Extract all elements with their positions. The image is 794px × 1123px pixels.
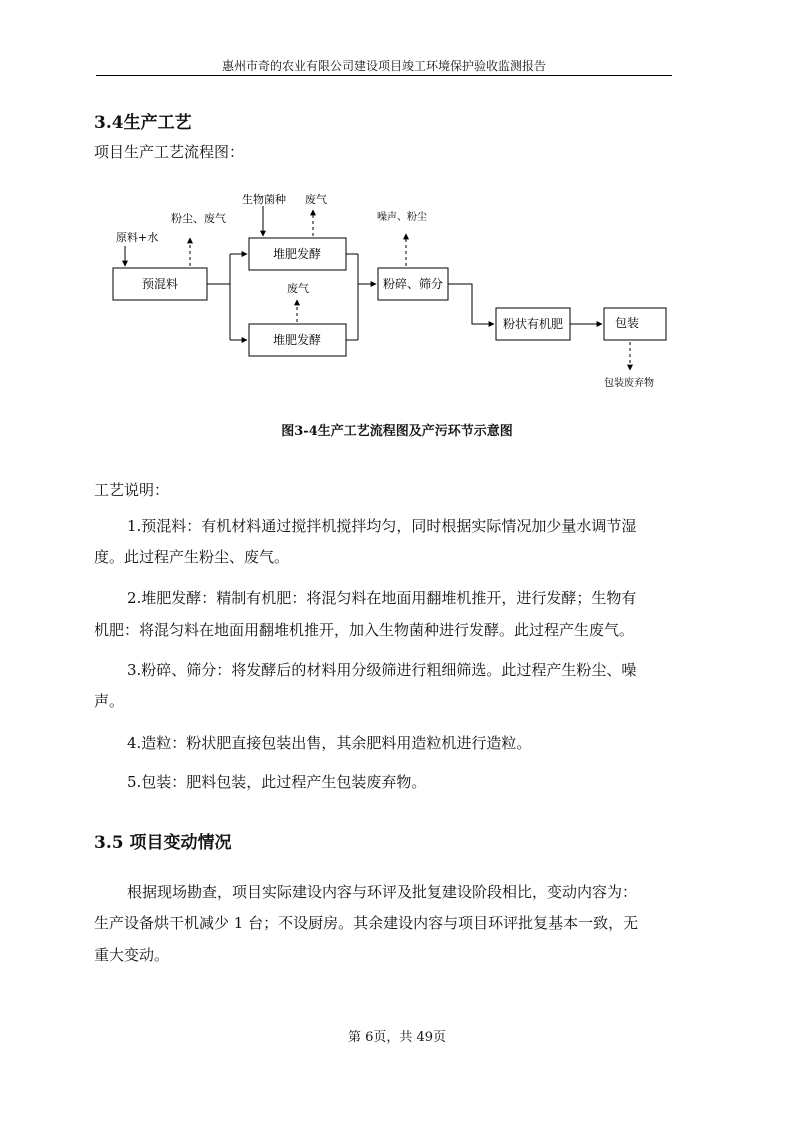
label-raw: 原料+水 — [116, 231, 159, 244]
process-p1-line1: 1.预混料：有机材料通过搅拌机搅拌均匀，同时根据实际情况加少量水调节湿 — [127, 517, 637, 535]
label-dust-gas: 粉尘、废气 — [171, 212, 226, 225]
label-noise-dust: 噪声、粉尘 — [377, 212, 427, 223]
process-p3-line2: 声。 — [94, 692, 125, 710]
node-powder-label: 粉状有机肥 — [502, 317, 564, 331]
process-p5: 5.包装：肥料包装，此过程产生包装废弃物。 — [127, 773, 427, 791]
section-3-4-title: 3.4生产工艺 — [94, 113, 192, 133]
label-pack-waste: 包装废弃物 — [604, 378, 654, 389]
process-flowchart — [0, 0, 794, 420]
flowchart-intro: 项目生产工艺流程图： — [94, 143, 245, 161]
label-gas1: 废气 — [305, 193, 327, 206]
page-header: 惠州市奇的农业有限公司建设项目竣工环境保护验收监测报告 — [96, 58, 672, 76]
label-bacteria: 生物菌种 — [242, 193, 286, 206]
label-gas2: 废气 — [287, 282, 309, 295]
node-premix-label: 预混料 — [141, 277, 179, 291]
process-p1-line2: 度。此过程产生粉尘、废气。 — [94, 548, 290, 566]
node-compost2-label: 堆肥发酵 — [272, 333, 322, 347]
process-heading: 工艺说明： — [94, 481, 170, 499]
node-crush-label: 粉碎、筛分 — [382, 277, 444, 291]
node-pack-label: 包装 — [614, 316, 640, 330]
node-compost1-label: 堆肥发酵 — [272, 247, 322, 261]
section-3-5-title: 3.5 项目变动情况 — [94, 833, 232, 853]
process-p2-line1: 2.堆肥发酵：精制有机肥：将混匀料在地面用翻堆机推开，进行发酵；生物有 — [127, 589, 637, 607]
change-line3: 重大变动。 — [94, 946, 170, 964]
figure-caption: 图3-4生产工艺流程图及产污环节示意图 — [281, 424, 513, 439]
process-p4: 4.造粒：粉状肥直接包装出售，其余肥料用造粒机进行造粒。 — [127, 734, 532, 752]
change-line1: 根据现场勘查，项目实际建设内容与环评及批复建设阶段相比，变动内容为： — [127, 883, 638, 901]
page-number: 第 6页，共 49页 — [347, 1030, 447, 1045]
change-line2: 生产设备烘干机减少 1 台；不设厨房。其余建设内容与项目环评批复基本一致，无 — [94, 914, 639, 932]
process-p2-line2: 机肥：将混匀料在地面用翻堆机推开，加入生物菌种进行发酵。此过程产生废气。 — [94, 621, 635, 639]
process-p3-line1: 3.粉碎、筛分：将发酵后的材料用分级筛进行粗细筛选。此过程产生粉尘、噪 — [127, 661, 637, 679]
